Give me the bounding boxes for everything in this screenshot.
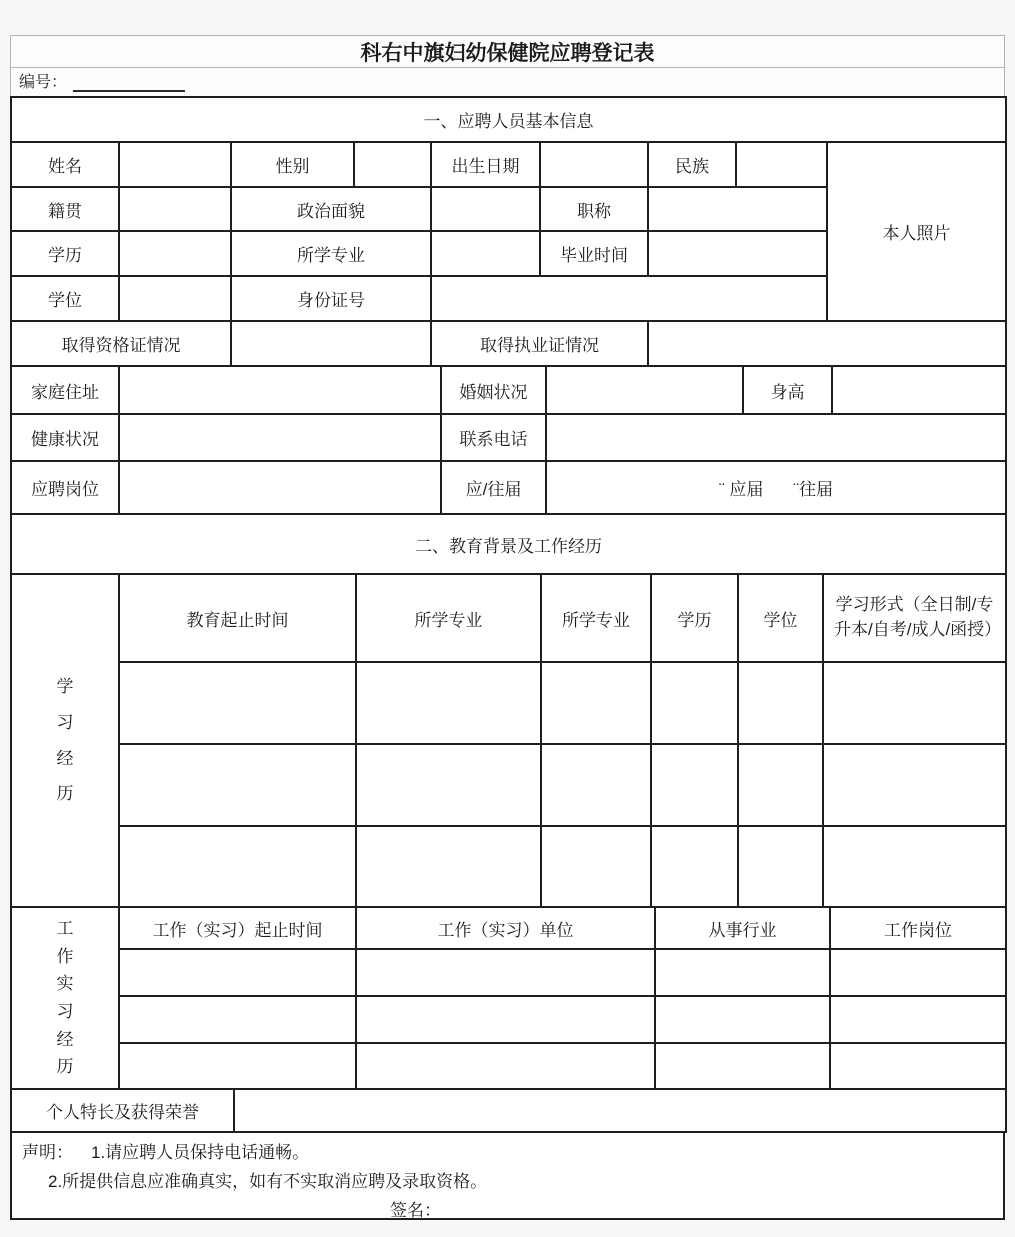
fresh-graduate-checkbox-option[interactable]: ¨ 应届	[718, 480, 764, 499]
degree-input-cell[interactable]	[119, 276, 231, 321]
education-label: 学历	[11, 231, 119, 276]
work-input-cell[interactable]	[655, 949, 830, 996]
declaration-signature-line	[22, 1196, 993, 1225]
edu-input-cell[interactable]	[541, 662, 651, 744]
work-input-cell[interactable]	[119, 949, 356, 996]
name-label: 姓名	[11, 142, 119, 187]
page-title	[10, 35, 1005, 68]
gender-label: 性别	[231, 142, 354, 187]
education-input-cell[interactable]	[119, 231, 231, 276]
serial-number-row	[10, 68, 1005, 98]
edu-header-study-form-text: 学习形式（全日制/专升本/自考/成人/函授）	[834, 595, 1002, 639]
work-input-cell[interactable]	[119, 1043, 356, 1089]
work-input-cell[interactable]	[830, 949, 1006, 996]
professional-title-label: 职称	[540, 187, 648, 231]
section2-header: 二、教育背景及工作经历	[11, 514, 1006, 574]
edu-input-cell[interactable]	[651, 826, 738, 907]
edu-input-cell[interactable]	[651, 662, 738, 744]
declaration-block	[10, 1131, 1005, 1220]
work-header-position: 工作岗位	[830, 907, 1006, 949]
edu-input-cell[interactable]	[356, 826, 541, 907]
work-input-cell[interactable]	[356, 1043, 655, 1089]
id-number-label: 身份证号	[231, 276, 431, 321]
major-input-cell[interactable]	[431, 231, 540, 276]
contact-phone-label: 联系电话	[441, 414, 546, 461]
strengths-table	[10, 1088, 1007, 1133]
graduate-type-label: 应/往届	[441, 461, 546, 514]
marital-status-input-cell[interactable]	[546, 366, 743, 414]
signature-label: 签名：	[390, 1201, 441, 1220]
section2-header-table	[10, 513, 1007, 575]
declaration-line-1	[22, 1138, 993, 1167]
ethnicity-label: 民族	[648, 142, 736, 187]
contact-phone-input-cell[interactable]	[546, 414, 1006, 461]
edu-header-period: 教育起止时间	[119, 574, 356, 662]
strengths-label: 个人特长及获得荣誉	[11, 1089, 234, 1132]
political-status-label: 政治面貌	[231, 187, 431, 231]
edu-input-cell[interactable]	[738, 826, 823, 907]
work-header-period: 工作（实习）起止时间	[119, 907, 356, 949]
health-status-input-cell[interactable]	[119, 414, 441, 461]
edu-input-cell[interactable]	[738, 744, 823, 826]
height-label: 身高	[743, 366, 832, 414]
major-label: 所学专业	[231, 231, 431, 276]
strengths-input-cell[interactable]	[234, 1089, 1006, 1132]
serial-number-label: 编号：	[19, 74, 68, 91]
graduation-time-label: 毕业时间	[540, 231, 648, 276]
work-input-cell[interactable]	[356, 949, 655, 996]
native-place-label: 籍贯	[11, 187, 119, 231]
practice-cert-input-cell[interactable]	[648, 321, 1006, 366]
work-input-cell[interactable]	[655, 1043, 830, 1089]
edu-input-cell[interactable]	[119, 826, 356, 907]
id-number-input-cell[interactable]	[431, 276, 827, 321]
work-input-cell[interactable]	[655, 996, 830, 1043]
practice-cert-label: 取得执业证情况	[431, 321, 648, 366]
political-status-input-cell[interactable]	[431, 187, 540, 231]
work-input-cell[interactable]	[119, 996, 356, 1043]
edu-input-cell[interactable]	[541, 826, 651, 907]
edu-input-cell[interactable]	[356, 744, 541, 826]
page-title-text: 科右中旗妇幼保健院应聘登记表	[360, 41, 655, 65]
work-header-industry: 从事行业	[655, 907, 830, 949]
study-experience-side-cell	[11, 574, 119, 907]
declaration-item-1: 1.请应聘人员保持电话通畅。	[91, 1143, 310, 1162]
work-experience-table	[10, 906, 1007, 1090]
work-input-cell[interactable]	[830, 1043, 1006, 1089]
home-address-input-cell[interactable]	[119, 366, 441, 414]
degree-label: 学位	[11, 276, 119, 321]
education-history-table	[10, 573, 1007, 908]
edu-header-study-form	[823, 574, 1006, 662]
graduation-time-input-cell[interactable]	[648, 231, 827, 276]
height-input-cell[interactable]	[832, 366, 1006, 414]
study-experience-label: 学习经历	[56, 677, 74, 804]
declaration-label: 声明：	[22, 1143, 73, 1162]
work-header-employer: 工作（实习）单位	[356, 907, 655, 949]
previous-graduate-checkbox-option[interactable]: ¨往届	[793, 480, 834, 499]
qualification-cert-input-cell[interactable]	[231, 321, 431, 366]
gender-input-cell[interactable]	[354, 142, 431, 187]
health-status-label: 健康状况	[11, 414, 119, 461]
edu-input-cell[interactable]	[651, 744, 738, 826]
applied-position-input-cell[interactable]	[119, 461, 441, 514]
birth-date-input-cell[interactable]	[540, 142, 648, 187]
contact-info-table	[10, 365, 1007, 515]
work-experience-label: 工作实习经历	[56, 919, 74, 1077]
edu-header-major-2: 所学专业	[541, 574, 651, 662]
birth-date-label: 出生日期	[431, 142, 540, 187]
edu-input-cell[interactable]	[738, 662, 823, 744]
basic-info-table	[10, 141, 1007, 367]
marital-status-label: 婚姻状况	[441, 366, 546, 414]
edu-input-cell[interactable]	[356, 662, 541, 744]
home-address-label: 家庭住址	[11, 366, 119, 414]
declaration-item-2: 2.所提供信息应准确真实，如有不实取消应聘及录取资格。	[48, 1172, 488, 1191]
declaration-line-2	[22, 1167, 993, 1196]
edu-input-cell[interactable]	[541, 744, 651, 826]
applied-position-label: 应聘岗位	[11, 461, 119, 514]
work-input-cell[interactable]	[830, 996, 1006, 1043]
qualification-cert-label: 取得资格证情况	[11, 321, 231, 366]
native-place-input-cell[interactable]	[119, 187, 231, 231]
edu-header-major-1: 所学专业	[356, 574, 541, 662]
edu-header-degree: 学位	[738, 574, 823, 662]
section1-header: 一、应聘人员基本信息	[11, 97, 1006, 142]
edu-input-cell[interactable]	[119, 744, 356, 826]
professional-title-input-cell[interactable]	[648, 187, 827, 231]
work-input-cell[interactable]	[356, 996, 655, 1043]
work-experience-side-cell	[11, 907, 119, 1089]
edu-input-cell[interactable]	[119, 662, 356, 744]
section1-header-table	[10, 96, 1007, 143]
photo-cell: 本人照片	[827, 142, 1006, 321]
ethnicity-input-cell[interactable]	[736, 142, 827, 187]
edu-input-cell[interactable]	[823, 744, 1006, 826]
serial-number-input-line[interactable]	[73, 76, 185, 92]
edu-input-cell[interactable]	[823, 826, 1006, 907]
name-input-cell[interactable]	[119, 142, 231, 187]
edu-header-education: 学历	[651, 574, 738, 662]
edu-input-cell[interactable]	[823, 662, 1006, 744]
graduate-type-options-cell	[546, 461, 1006, 514]
